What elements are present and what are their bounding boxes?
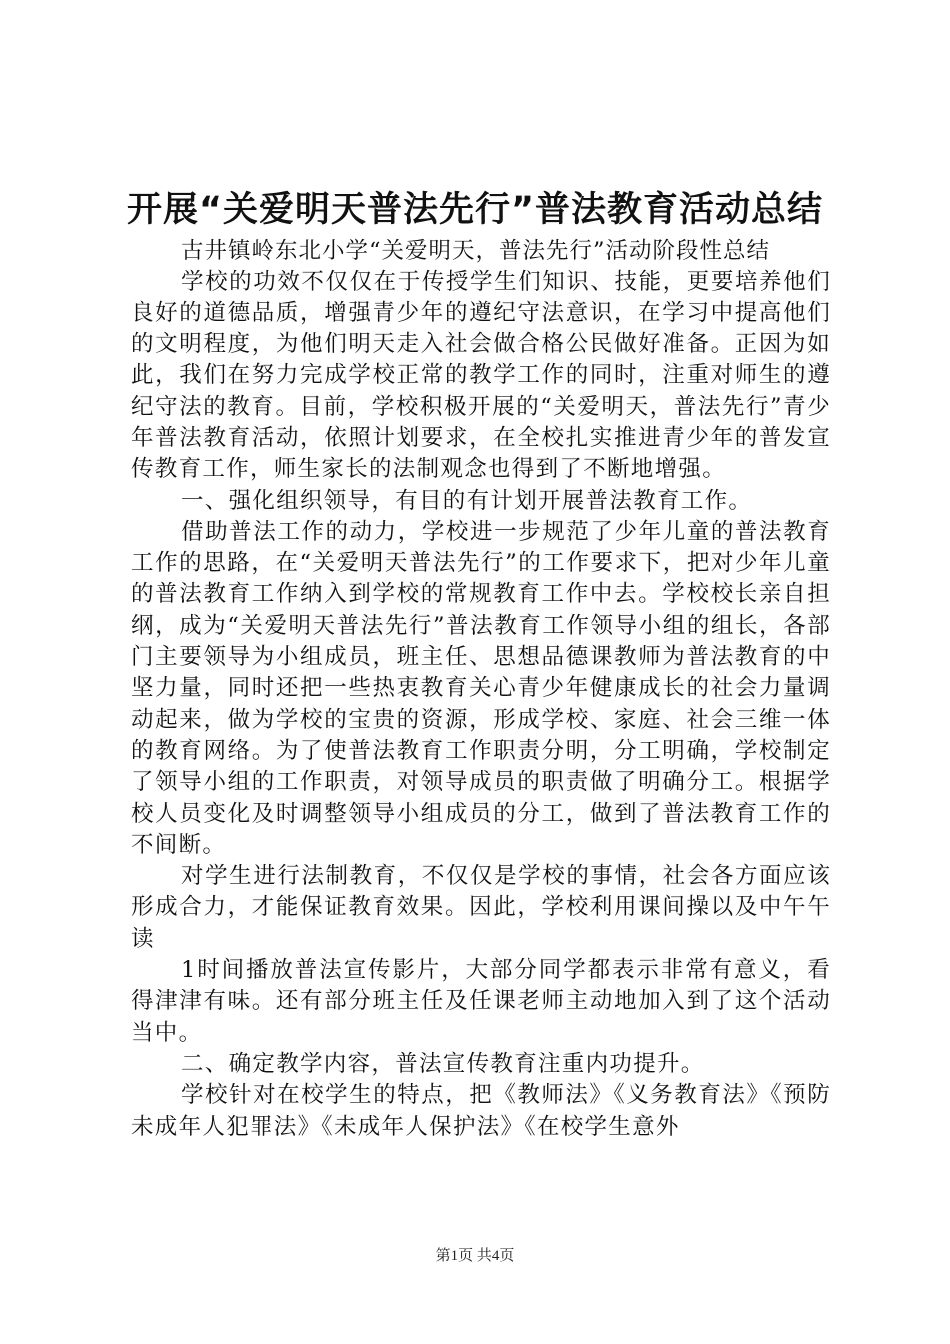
document-title: 开展“关爱明天普法先行”普法教育活动总结 [126,190,823,230]
section-heading-2: 二、确定教学内容，普法宣传教育注重内功提升。 [181,1050,705,1077]
paragraph-intro: 学校的功效不仅仅在于传授学生们知识、技能，更要培养他们良好的道德品质，增强青少年的遵纪守法意识，在学习中提高他们的文明程度，为他们明天走入社会做合格公民做好准备。正因为如此，我们在努力完成学校正常的教学工作的同时，注重对师生的遵纪守法的教育。目前，学校积极开展的“关爱明天，普法先行”青少年普法教育活动，依照计划要求，在全校扎实推进青少年的普发宣传教育工作，师生家长的法制观念也得到了不断地增强。 [131,268,831,483]
paragraph-teaching-content: 学校针对在校学生的特点，把《教师法》《义务教育法》《预防未成年人犯罪法》《未成年人保护法》《在校学生意外 [131,1082,831,1140]
paragraph-film-broadcast: 1时间播放普法宣传影片，大部分同学都表示非常有意义，看得津津有味。还有部分班主任及任课老师主动地加入到了这个活动当中。 [131,957,831,1046]
paragraph-legal-education: 对学生进行法制教育，不仅仅是学校的事情，社会各方面应该形成合力，才能保证教育效果。因此，学校利用课间操以及中午午读 [131,863,831,952]
document-body [131,236,831,1143]
section-heading-1: 一、强化组织领导，有目的有计划开展普法教育工作。 [181,487,753,514]
paragraph-organization: 借助普法工作的动力，学校进一步规范了少年儿童的普法教育工作的思路，在“关爱明天普法先行”的工作要求下，把对少年儿童的普法教育工作纳入到学校的常规教育工作中去。学校校长亲自担纲，成为“关爱明天普法先行”普法教育工作领导小组的组长，各部门主要领导为小组成员，班主任、思想品德课教师为普法教育的中坚力量，同时还把一些热衷教育关心青少年健康成长的社会力量调动起来，做为学校的宝贵的资源，形成学校、家庭、社会三维一体的教育网络。为了使普法教育工作职责分明，分工明确，学校制定了领导小组的工作职责，对领导成员的职责做了明确分工。根据学校人员变化及时调整领导小组成员的分工，做到了普法教育工作的不间断。 [131,518,831,858]
page-number: 第1页 共4页 [435,1248,515,1264]
document-subtitle: 古井镇岭东北小学“关爱明天，普法先行”活动阶段性总结 [181,238,771,264]
